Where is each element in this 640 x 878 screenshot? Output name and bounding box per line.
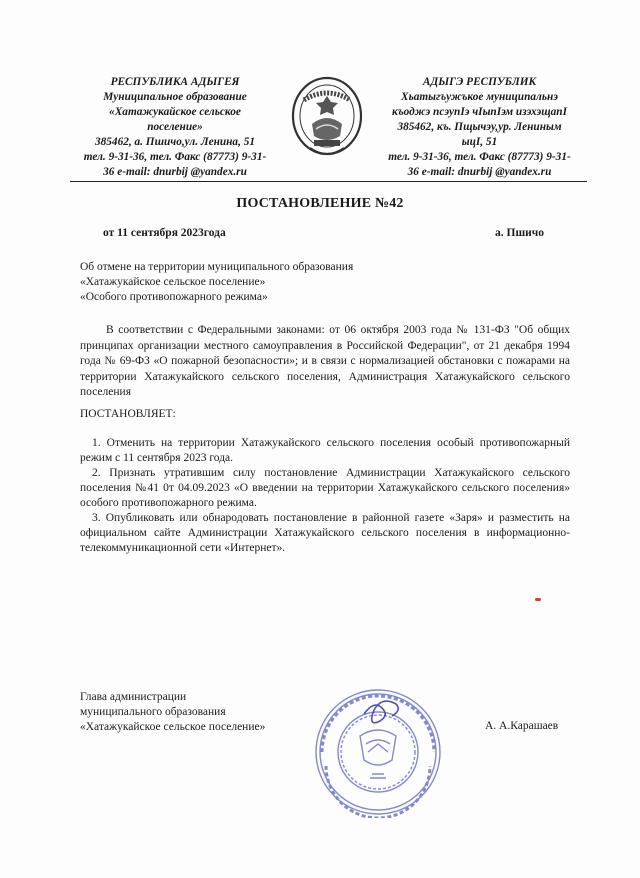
resolution-item: 1. Отменить на территории Хатажукайского сельского поселения особый противопожарный режим с 11 сентября 2023 года. xyxy=(80,437,570,464)
signature-position: муниципального образования xyxy=(80,706,226,718)
document-subject xyxy=(80,260,353,305)
header-right-email: 36 e-mail: dnurbij @yandex.ru xyxy=(407,166,552,178)
header-right-phone: тел. 9-31-36, тел. Факс (87773) 9-31- xyxy=(388,151,571,163)
resolution-item: 3. Опубликовать или обнародовать постановление в районной газете «Заря» и разместить на официальном сайте Администрации Хатажукайского сельского поселения в информационно-телекоммуникационной сети «Интернет». xyxy=(80,512,570,554)
document-date: от 11 сентября 2023года xyxy=(103,227,226,239)
signature-position: Глава администрации xyxy=(80,691,187,703)
header-left-line: «Хатажукайское сельское xyxy=(109,106,241,118)
signature-block xyxy=(80,690,265,735)
official-seal-icon xyxy=(312,686,444,818)
header-left-line: поселение» xyxy=(147,121,203,133)
header-left-email: 36 e-mail: dnurbij @yandex.ru xyxy=(103,166,247,178)
header-left-address: 385462, а. Пшичо,ул. Ленина, 51 xyxy=(94,136,256,148)
header-divider xyxy=(70,181,587,182)
header-right-line: Хьатыгъужъкое муниципальнэ xyxy=(401,91,558,103)
resolution-item: 2. Признать утратившим силу постановление Администрации Хатажукайского сельского поселения №41 0т 04.09.2023 «О введении на территории Хатажукайского сельского поселения» особого противопожарного режима. xyxy=(80,467,570,509)
subject-line: «Особого противопожарного режима» xyxy=(80,291,268,303)
header-right xyxy=(372,75,587,180)
ink-mark xyxy=(535,598,541,601)
signature-position: «Хатажукайское сельское поселение» xyxy=(80,721,266,733)
document-place: а. Пшичо xyxy=(495,227,545,239)
document-title: ПОСТАНОВЛЕНИЕ №42 xyxy=(236,196,404,211)
subject-line: «Хатажукайское сельское поселение» xyxy=(80,276,266,288)
header-right-line: къоджэ псэупIэ чIыпIэм изэхэщапI xyxy=(392,106,567,118)
subject-line: Об отмене на территории муниципального образования xyxy=(80,261,354,273)
header-left-phone: тел. 9-31-36, тел. Факс (87773) 9-31- xyxy=(83,151,267,163)
header-left-republic: РЕСПУБЛИКА АДЫГЕЯ xyxy=(110,76,240,88)
header-right-republic: АДЫГЭ РЕСПУБЛИК xyxy=(422,76,537,88)
preamble-paragraph: В соответствии с Федеральными законами: от 06 октября 2003 года № 131-ФЗ "Об общих принципах организации местного самоуправления в Российской Федерации", от 21 декабря 1994 года № 69-ФЗ «О пожарной безопасности»; и в связи с нормализацией обстановки с пожарами на территории Хатажукайского сельского поселения, Администрация Хатажукайского сельского поселения xyxy=(80,324,570,398)
header-left-line: Муниципальное образование xyxy=(103,91,247,103)
header-right-address: 385462, къ. Пщычэу,ур. Лениным xyxy=(397,121,562,133)
header-left xyxy=(70,75,280,180)
coat-of-arms-icon xyxy=(290,74,364,166)
signer-name: А. А.Карашаев xyxy=(485,720,559,732)
resolves-heading: ПОСТАНОВЛЯЕТ: xyxy=(80,408,176,420)
header-right-address: ыцI, 51 xyxy=(461,136,498,148)
